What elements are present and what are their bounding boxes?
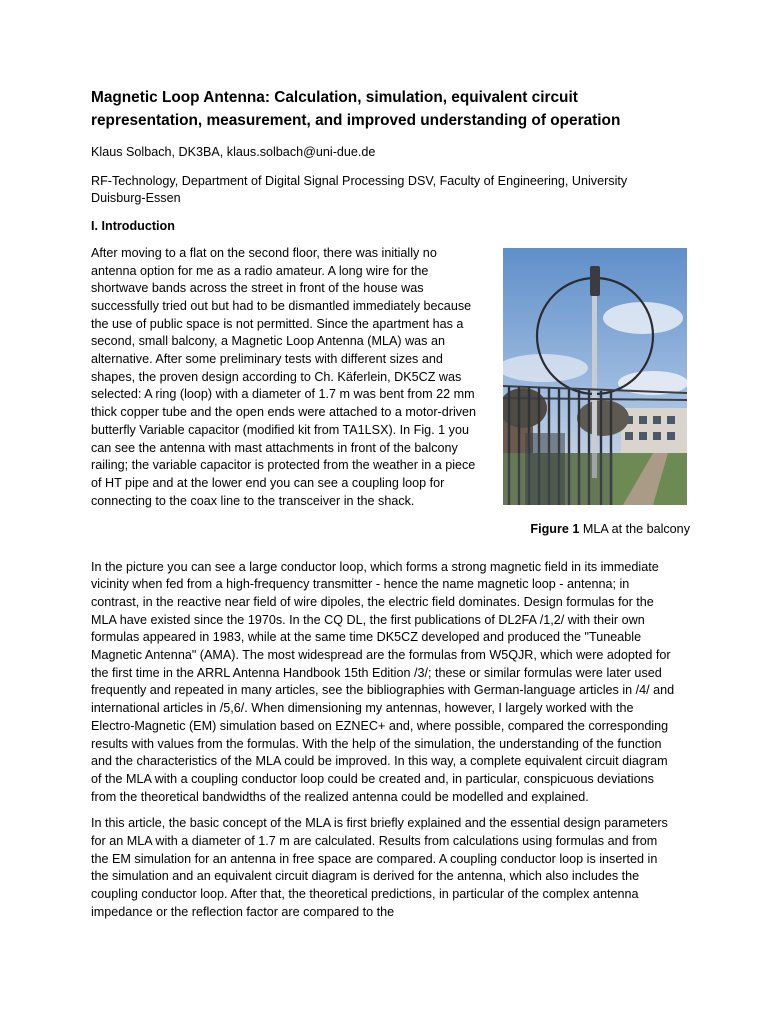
intro-paragraph-2: In the picture you can see a large conductor loop, which forms a strong magnetic field in its immediate vicinity when fed from a high-frequency transmitter - hence the name magnetic loop - antenna; in contrast, in the reactive near field of wire dipoles, the electric field dominates. Design formulas for the MLA have existed since the 1970s. In the CQ DL, the first publications of DL2FA /1,2/ with their own formulas appeared in 1983, while at the same time DK5CZ developed and produced the "Tuneable Magnetic Antenna" (AMA). The most widespread are the formulas from W5QJR, which were adopted for the first time in the ARRL Antenna Handbook 15th Edition /3/; these or similar formulas were later used frequently and repeated in many articles, see the bibliographies with German-language articles in /4/ and international articles in /5,6/. When dimensioning my antennas, however, I largely worked with the Electro-Magnetic (EM) simulation based on EZNEC+ and, where possible, compared the corresponding results with values from the formulas. With the help of the simulation, the understanding of the function and the characteristics of the MLA could be improved. In this way, a complete equivalent circuit diagram of the MLA with a coupling conductor loop could be created and, in particular, conspicuous deviations from the theoretical bandwidths of the realized antenna could be modelled and explained.: [91, 559, 675, 804]
paper-page: [91, 86, 690, 922]
figure-caption: [492, 521, 690, 539]
paper-title: Magnetic Loop Antenna: Calculation, simulation, equivalent circuit representation, measurement, and improved understanding of operation: [91, 89, 621, 129]
figure-caption-text: MLA at the balcony: [579, 521, 690, 536]
intro-paragraph-1: After moving to a flat on the second floor, there was initially no antenna option for me as a radio amateur. A long wire for the shortwave bands across the street in front of the house was successfully tried out but had to be dismantled immediately because the use of public space is not permitted. Since the apartment has a second, small balcony, a Magnetic Loop Antenna (MLA) was an alternative. After some preliminary tests with different sizes and shapes, the proven design according to Ch. Käferlein, DK5CZ was selected: A ring (loop) with a diameter of 1.7 m was bent from 22 mm thick copper tube and the open ends were attached to a motor-driven butterfly Variable capacitor (modified kit from TA1LSX). In Fig. 1 you can see the antenna with mast attachments in front of the balcony railing; the variable capacitor is protected from the weather in a piece of HT pipe and at the lower end you can see a coupling loop for connecting to the coax line to the transceiver in the shack.: [91, 245, 477, 508]
mla-balcony-photo: [503, 248, 687, 505]
figure-label: Figure 1: [530, 521, 580, 536]
figure-1: [492, 248, 690, 539]
intro-block: [91, 245, 690, 536]
affiliation: RF-Technology, Department of Digital Signal Processing DSV, Faculty of Engineering, University Duisburg-Essen: [91, 173, 628, 206]
section-heading: I. Introduction: [91, 219, 175, 234]
intro-paragraph-3: In this article, the basic concept of the MLA is first briefly explained and the essential design parameters for an MLA with a diameter of 1.7 m are calculated. Results from calculations using formulas and from the EM simulation for an antenna in free space are compared. A coupling conductor loop is inserted in the simulation and an equivalent circuit diagram is derived for the antenna, which also includes the coupling conductor loop. After that, the theoretical predictions, in particular of the complex antenna impedance or the reflection factor are compared to the: [91, 816, 668, 919]
author-line: Klaus Solbach, DK3BA, klaus.solbach@uni-due.de: [91, 145, 376, 159]
